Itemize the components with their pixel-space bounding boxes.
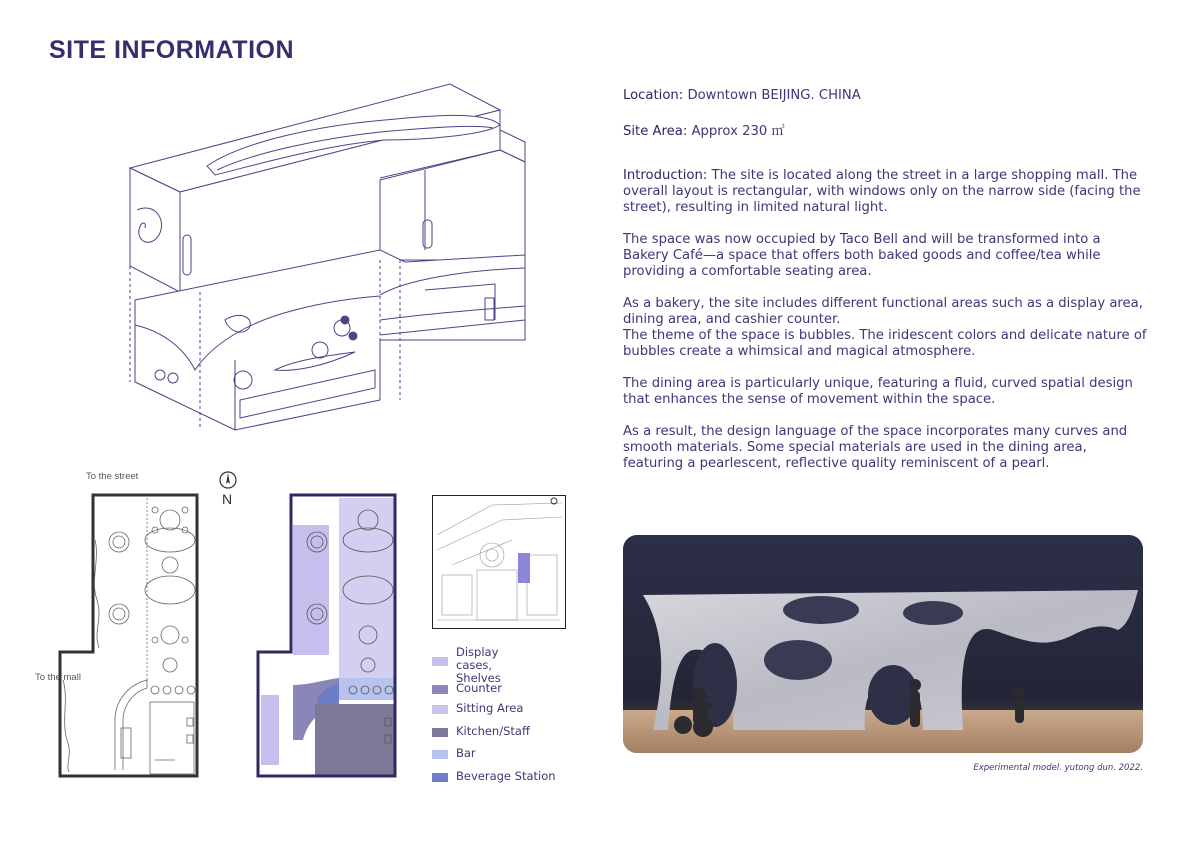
legend-swatch <box>432 657 448 666</box>
legend-swatch <box>432 750 448 759</box>
site-info-text <box>623 88 1148 472</box>
area-line <box>623 124 1148 140</box>
location-label: Location: <box>623 88 684 103</box>
paragraph-tacobell: The space was now occupied by Taco Bell and will be transformed into a Bakery Café—a space that offers both baked goods and coffee/tea while providing a comfortable seating area. <box>623 232 1101 279</box>
paragraph-functional-areas: As a bakery, the site includes different functional areas such as a display area, dining area, and cashier counter. <box>623 296 1143 327</box>
legend-label: Kitchen/Staff <box>456 724 530 738</box>
legend-item-sitting <box>432 701 523 715</box>
legend-label: Counter <box>456 681 502 695</box>
location-value: Downtown BEIJING. CHINA <box>687 88 861 103</box>
legend-label: Sitting Area <box>456 701 524 715</box>
area-value: Approx 230 ㎡ <box>691 124 785 139</box>
legend-label: Display cases, Shelves <box>456 645 501 685</box>
to-street-label: To the street <box>86 471 139 482</box>
to-mall-label: To the mall <box>35 672 81 683</box>
north-arrow-icon <box>218 470 238 490</box>
photo-caption: Experimental model. yutong dun. 2022. <box>973 763 1143 773</box>
model-photo <box>623 535 1143 753</box>
intro-label: Introduction: <box>623 168 708 183</box>
legend-item-display <box>432 646 501 685</box>
page-title: SITE INFORMATION <box>49 36 295 64</box>
legend-swatch <box>432 705 448 714</box>
axonometric-drawing <box>125 70 545 450</box>
intro-text: The site is located along the street in a large shopping mall. The overall layout is rectangular, with windows only on the narrow side (facing the street), resulting in limited natural light. <box>623 168 1141 215</box>
paragraph-dining: The dining area is particularly unique, featuring a fluid, curved spatial design that enhances the sense of movement within the space. <box>623 376 1133 407</box>
legend-item-kitchen <box>432 724 530 738</box>
legend-item-bar <box>432 746 476 760</box>
legend-label: Beverage Station <box>456 769 556 783</box>
paragraph-theme: The theme of the space is bubbles. The iridescent colors and delicate nature of bubbles create a whimsical and magical atmosphere. <box>623 328 1147 359</box>
paragraph-materials: As a result, the design language of the space incorporates many curves and smooth materials. Some special materials are used in the dining area, featuring a pearlescent, reflective quality reminiscent of a pearl. <box>623 424 1128 471</box>
intro-paragraph <box>623 168 1148 216</box>
floor-plan-zoned <box>253 480 413 780</box>
location-minimap <box>432 495 566 629</box>
area-label: Site Area: <box>623 124 688 139</box>
legend-label: Bar <box>456 746 476 760</box>
location-line <box>623 88 1148 104</box>
legend-swatch <box>432 773 448 782</box>
legend-item-counter <box>432 681 502 695</box>
legend-swatch <box>432 728 448 737</box>
floor-plan-line <box>55 480 215 780</box>
legend-item-beverage <box>432 769 556 783</box>
north-label: N <box>222 491 233 507</box>
legend-swatch <box>432 685 448 694</box>
